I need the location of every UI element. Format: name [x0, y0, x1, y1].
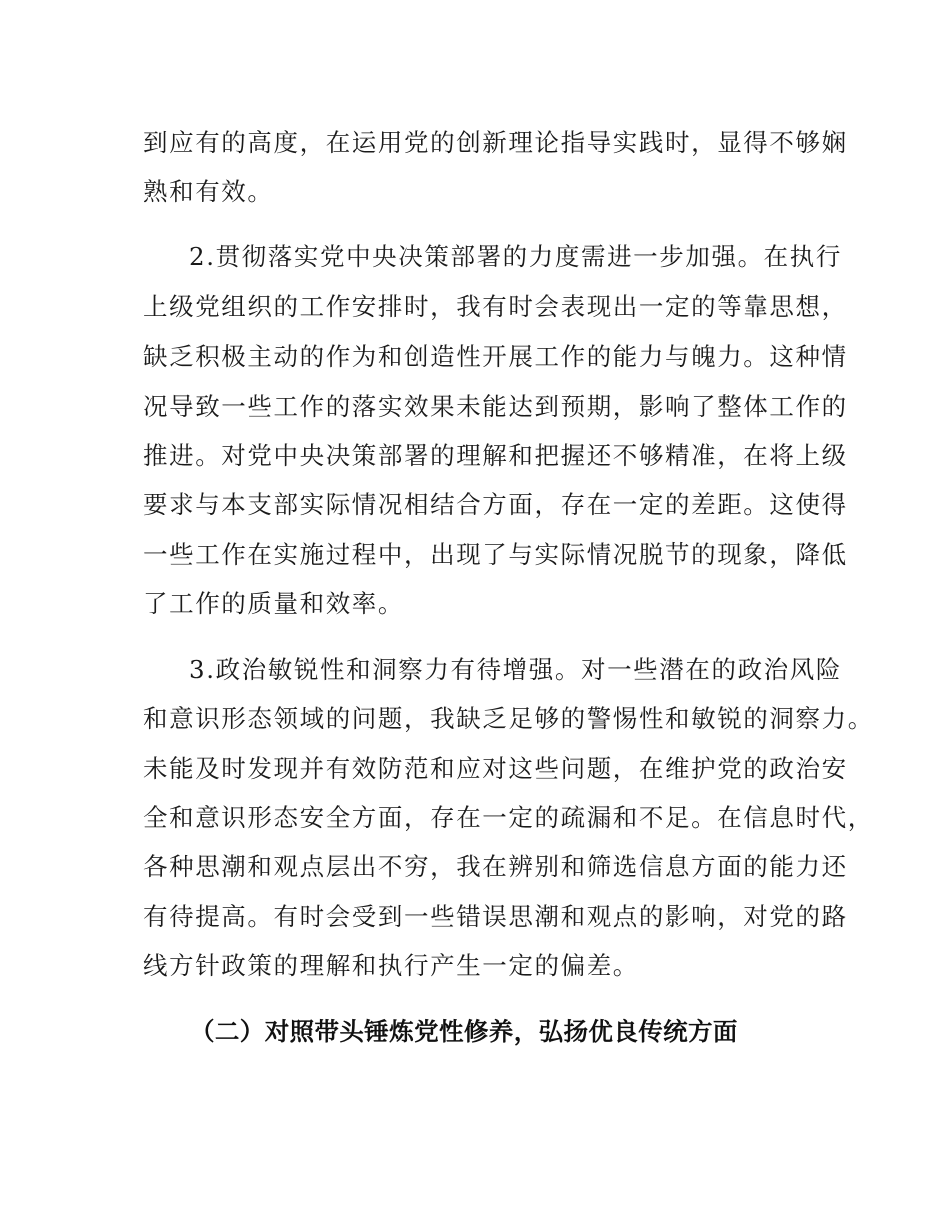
- paragraph-2-line-8: 了工作的质量和效率。: [143, 589, 404, 618]
- paragraph-3-line-6: 有待提高。有时会受到一些错误思潮和观点的影响，对党的路: [143, 902, 848, 931]
- paragraph-2-line-1: 2.贯彻落实党中央决策部署的力度需进一步加强。在执行: [189, 242, 842, 271]
- section-heading: （二）对照带头锤炼党性修养，弘扬优良传统方面: [190, 1017, 738, 1046]
- paragraph-1-line-1: 到应有的高度，在运用党的创新理论指导实践时，显得不够娴: [143, 128, 848, 157]
- paragraph-2-line-5: 推进。对党中央决策部署的理解和把握还不够精准，在将上级: [143, 441, 848, 470]
- paragraph-2-line-3: 缺乏积极主动的作为和创造性开展工作的能力与魄力。这种情: [143, 342, 848, 371]
- paragraph-3-line-5: 各种思潮和观点层出不穷，我在辨别和筛选信息方面的能力还: [143, 852, 848, 881]
- paragraph-3-line-4: 全和意识形态安全方面，存在一定的疏漏和不足。在信息时代，: [143, 803, 874, 832]
- paragraph-2-line-6: 要求与本支部实际情况相结合方面，存在一定的差距。这使得: [143, 490, 848, 519]
- paragraph-3-line-2: 和意识形态领域的问题，我缺乏足够的警惕性和敏锐的洞察力。: [143, 704, 874, 733]
- paragraph-2-line-2: 上级党组织的工作安排时，我有时会表现出一定的等靠思想，: [143, 292, 848, 321]
- paragraph-3-line-1: 3.政治敏锐性和洞察力有待增强。对一些潜在的政治风险: [189, 655, 842, 684]
- paragraph-3-line-7: 线方针政策的理解和执行产生一定的偏差。: [143, 951, 639, 980]
- paragraph-2-line-4: 况导致一些工作的落实效果未能达到预期，影响了整体工作的: [143, 392, 848, 421]
- paragraph-1-line-2: 熟和有效。: [143, 177, 274, 206]
- paragraph-2-line-7: 一些工作在实施过程中，出现了与实际情况脱节的现象，降低: [143, 540, 848, 569]
- paragraph-3-line-3: 未能及时发现并有效防范和应对这些问题，在维护党的政治安: [143, 754, 848, 783]
